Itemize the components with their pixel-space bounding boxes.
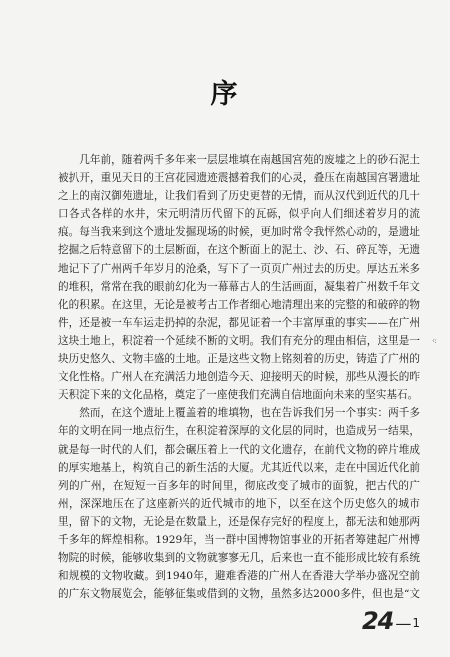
margin-mark: ‹:: [432, 336, 436, 345]
folio-dash: —: [395, 614, 412, 633]
page-title: 序: [210, 79, 240, 110]
page-number: 1: [412, 616, 420, 630]
paragraph: 几年前，随着两千多年来一层层堆填在南越国宫苑的废墟之上的砂石泥土被扒开，重见天日的王宫花园遗迹震撼着我们的心灵，叠压在南越国宫署遗址之上的南汉御苑遗址，让我们看到了历史更替的无情，而从汉代到近代的几十口各式各样的水井，宋元明清历代留下的瓦砾，似乎向人们细述着岁月的流痕。每当我来到这个遗址发掘现场的时候，更加时常令我怦然心动的，是遗址挖掘之后特意留下的土层断面，在这个断面上的泥土、沙、石、碎瓦等，无遗地记下了广州两千年岁月的沧桑，写下了一页页广州过去的历史。厚达五米多的堆积，常常在我的眼前幻化为一幕幕古人的生活画面，凝集着广州数千年文化的积累。在这里，无论是被考古工作者细心地清理出来的完整的和破碎的物件，还是被一车车运走扔掉的杂泥，都见证着一个丰富厚重的事实——在广州这块土地上，积淀着一个延续不断的文明。我们有充分的理由相信，这里是一块历史悠久、文物丰盛的土地。正是这些文物上铭刻着的历史，铸造了广州的文化性格。广州人在充满活力地创造今天、迎接明天的时候，那些从漫长的昨天积淀下来的文化品格，奠定了一座使我们充满自信地面向未来的坚实基石。: [58, 154, 420, 402]
preface-body: [58, 151, 420, 603]
page-folio: [362, 607, 420, 635]
paragraph: 然而，在这个遗址上覆盖着的堆填物，也在告诉我们另一个事实：两千多年的文明在同一地点衍生，在积淀着深厚的文化层的同时，也造成另一结果，就是每一时代的人们，都会碾压着上一代的文化遗存，在前代文物的碎片堆成的厚实地基上，构筑自己的新生活的大厦。尤其近代以来，走在中国近代化前列的广州，在短短一百多年的时间里，彻底改变了城市的面貌，把古代的广州，深深地压在了这座新兴的近代城市的地下，以至在这个历史悠久的城市里，留下的文物，无论是在数量上，还是保存完好的程度上，都无法和她那两千多年的辉煌相称。1929年，当一群中国博物馆事业的开拓者筹建起广州博物院的时候，能够收集到的文物就寥寥无几，后来也一直不能形成比较有系统和规模的文物收藏。到1940年，避难香港的广州人在香港大学举办盛况空前的广东文物展览会，能够征集或借到的文物，虽然多达2000多件，但也是“文: [58, 407, 420, 601]
handwritten-page-mark: 24: [361, 607, 394, 635]
